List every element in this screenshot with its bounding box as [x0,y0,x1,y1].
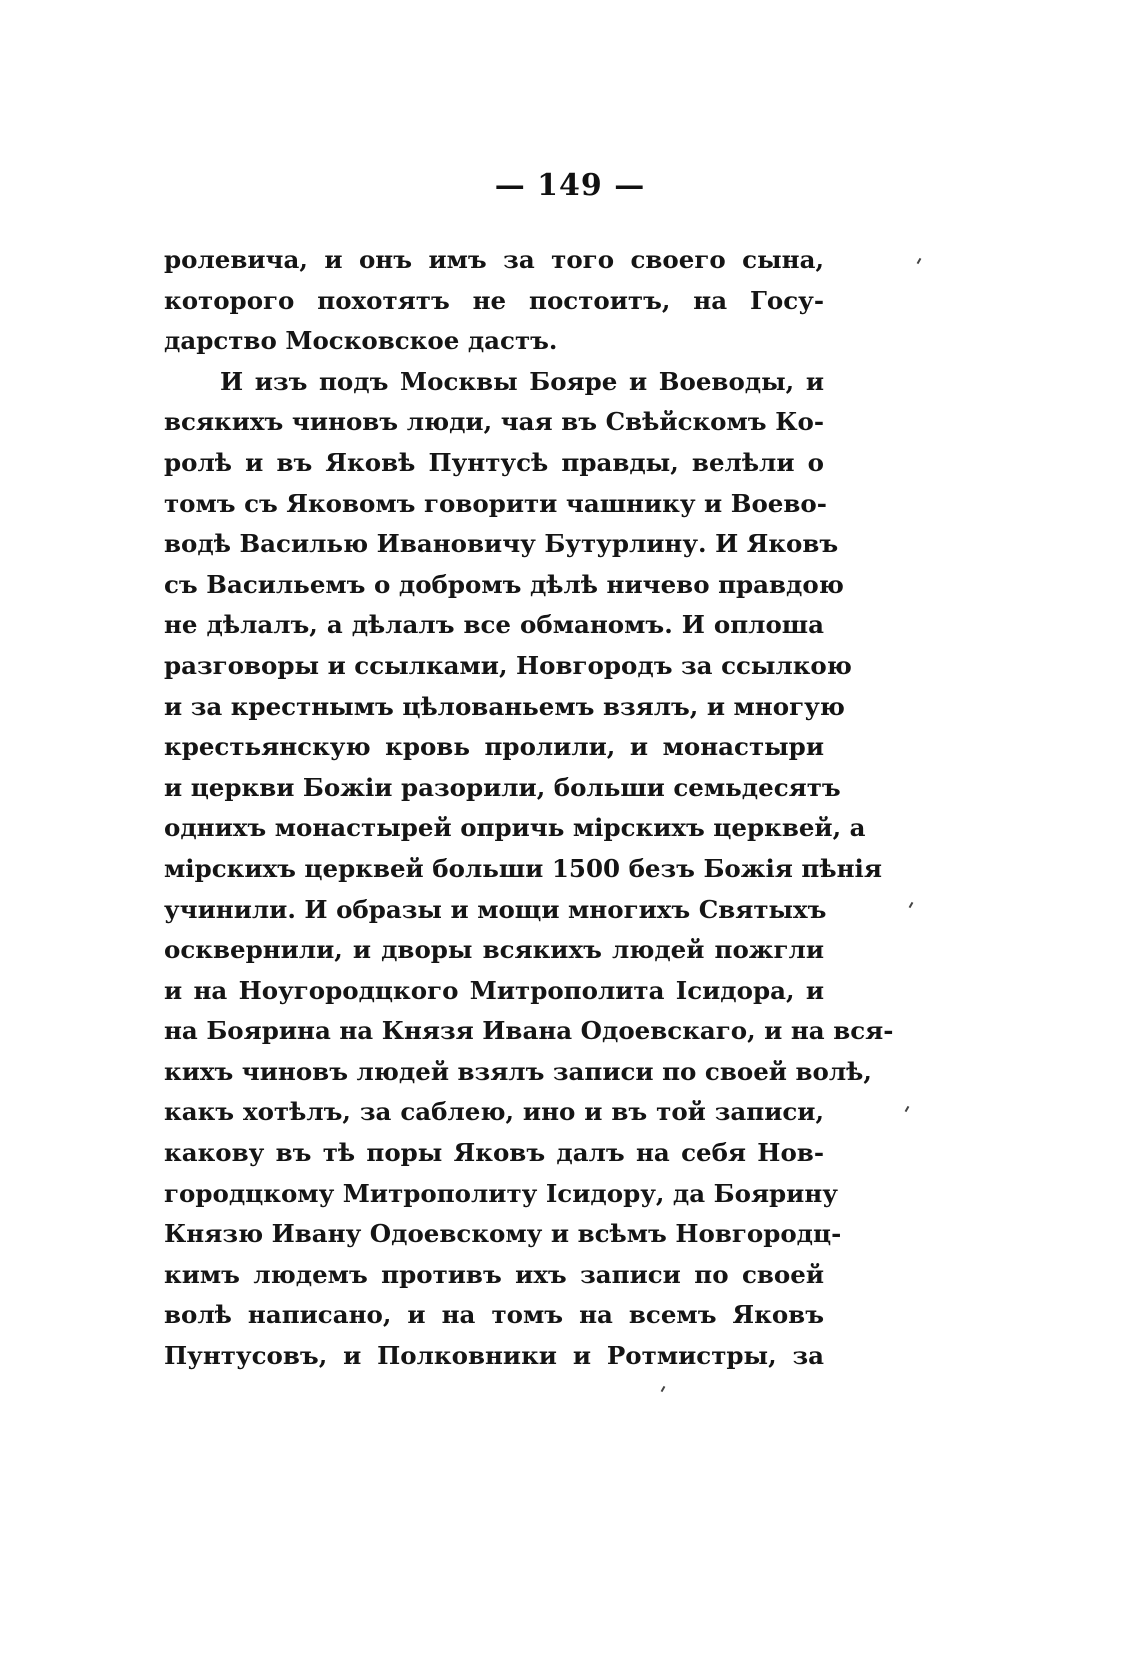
text-line: съ Васильемъ о добромъ дѣлѣ ничево правдою [164,569,844,599]
scan-speck [905,1106,910,1112]
text-line: мірскихъ церквей больши 1500 безъ Божія пѣнія [164,853,882,883]
text-line: дарство Московское дастъ. [164,326,558,356]
text-line: какъ хотѣлъ, за саблею, ино и въ той записи, [164,1097,824,1127]
text-line: кихъ чиновъ людей взялъ записи по своей волѣ, [164,1056,872,1086]
text-line: городцкому Митрополиту Ісидору, да Боярину [164,1178,838,1208]
text-line: И изъ подъ Москвы Бояре и Воеводы, и [220,366,824,396]
text-line: какову въ тѣ поры Яковъ далъ на себя Нов- [164,1138,824,1168]
scan-speck [909,902,914,908]
text-line: крестьянскую кровь пролили, и монастыри [164,732,824,762]
text-line: которого похотятъ не постоитъ, на Госу- [164,285,824,315]
page-number: — 149 — [494,168,646,203]
text-line: Князю Ивану Одоевскому и всѣмъ Новгородц- [164,1219,842,1249]
text-line: кимъ людемъ противъ ихъ записи по своей [164,1259,824,1289]
text-line: водѣ Василью Ивановичу Бутурлину. И Яковъ [164,529,839,559]
text-line: и за крестнымъ цѣлованьемъ взялъ, и многую [164,691,845,721]
text-line: и церкви Божіи разорили, больши семьдесятъ [164,772,841,802]
scan-speck [917,258,922,264]
text-line: осквернили, и дворы всякихъ людей пожгли [164,935,824,965]
text-line: Пунтусовъ, и Полковники и Ротмистры, за [164,1341,824,1371]
text-line: всякихъ чиновъ люди, чая въ Свѣйскомъ Ко- [164,407,824,437]
text-line: учинили. И образы и мощи многихъ Святыхъ [164,894,827,924]
body-text [164,240,894,1377]
text-line: разговоры и ссылками, Новгородъ за ссылкою [164,650,852,680]
text-line: однихъ монастырей опричь мірскихъ церквей, а [164,813,866,843]
text-line: и на Ноугородцкого Митрополита Ісидора, и [164,975,824,1005]
text-line: ролѣ и въ Яковѣ Пунтусѣ правды, велѣли о [164,447,824,477]
text-line: волѣ написано, и на томъ на всемъ Яковъ [164,1300,824,1330]
text-line: ролевича, и онъ имъ за того своего сына, [164,245,824,274]
scan-speck [661,1386,666,1392]
text-line: не дѣлалъ, а дѣлалъ все обманомъ. И оплоша [164,610,824,640]
text-line: на Боярина на Князя Ивана Одоевскаго, и на вся- [164,1016,894,1046]
text-line: томъ съ Яковомъ говорити чашнику и Воево- [164,488,827,518]
